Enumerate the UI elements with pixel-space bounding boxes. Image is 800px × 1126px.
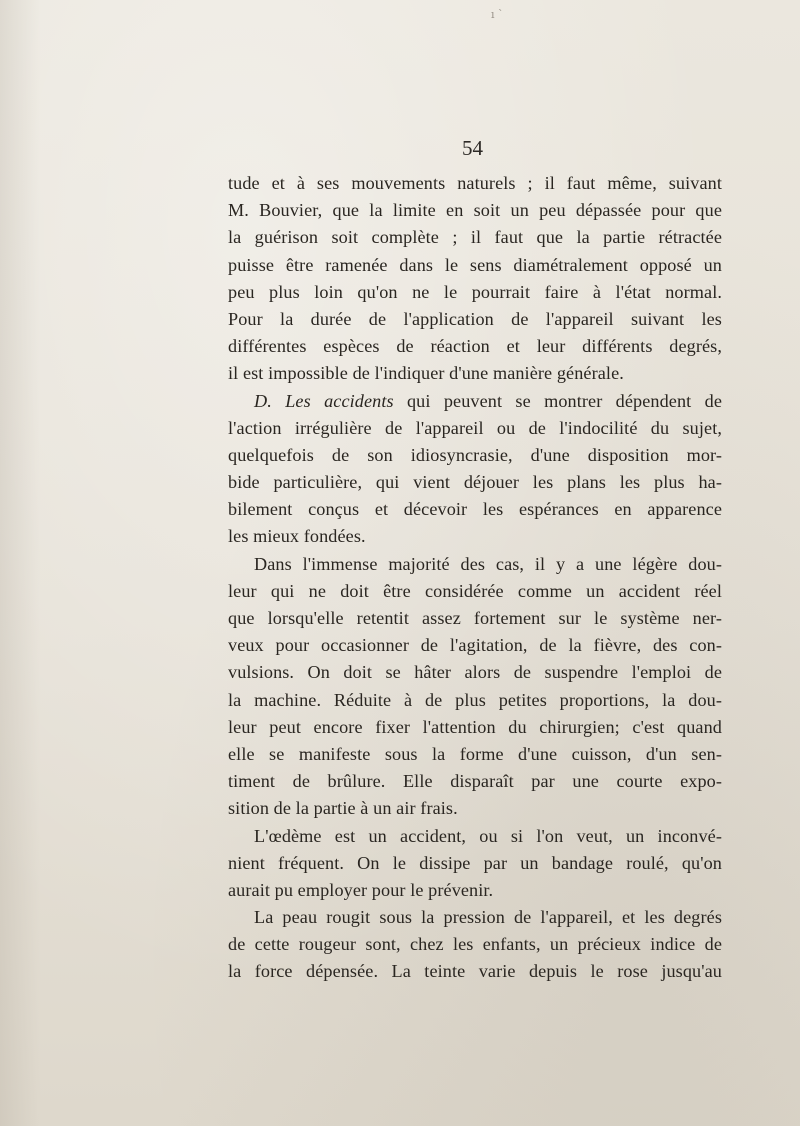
line-text: leur peut encore fixer l'attention du chirurgien; c'est quand [228,716,722,737]
line-text: il est impossible de l'indiquer d'une manière générale. [228,363,624,384]
top-mark: ı ` [491,8,504,21]
text-line [228,252,722,279]
line-text: puisse être ramenée dans le sens diamétralement opposé un [228,254,722,275]
line-text: tude et à ses mouvements naturels ; il faut même, suivant [228,173,722,193]
line-text: la machine. Réduite à de plus petites proportions, la dou- [228,689,722,710]
text-line [228,279,722,306]
text-line [228,795,722,822]
line-text: bide particulière, qui vient déjouer les plans les plus ha- [228,472,722,493]
line-text: Dans l'immense majorité des cas, il y a une légère dou- [254,553,722,574]
line-text: que lorsqu'elle retentit assez fortement sur le système ner- [228,608,722,628]
text-line [228,659,722,686]
line-text: leur qui ne doit être considérée comme un accident réel [228,580,722,601]
line-text: quelquefois de son idiosyncrasie, d'une disposition mor- [228,444,722,465]
line-text: Pour la durée de l'application de l'appareil suivant les [228,308,722,329]
line-text: nient fréquent. On le dissipe par un bandage roulé, qu'on [228,852,722,873]
line-text: sition de la partie à un air frais. [228,798,458,819]
line-text: aurait pu employer pour le prévenir. [228,879,494,900]
text-line [228,496,722,523]
line-text: les mieux fondées. [228,526,366,547]
line-text: de cette rougeur sont, chez les enfants, un précieux indice de [228,934,722,955]
line-text: qui peuvent se montrer dépendent de [393,390,723,411]
text-line [228,632,722,659]
text-line [228,823,722,850]
text-line [228,415,722,442]
line-text: bilement conçus et décevoir les espérances en apparence [228,499,722,520]
page-edge-shadow [0,0,40,1126]
text-line [228,904,722,931]
text-line [228,224,722,251]
body-text [228,170,722,986]
text-line [228,605,722,632]
text-line [228,197,722,224]
text-line [228,714,722,741]
text-line [228,388,722,415]
text-line [228,523,722,550]
text-line [228,850,722,877]
text-line [228,578,722,605]
line-text: M. Bouvier, que la limite en soit un peu dépassée pour que [228,200,722,221]
line-text: vulsions. On doit se hâter alors de suspendre l'emploi de [228,662,722,683]
text-line [228,931,722,958]
line-text: la guérison soit complète ; il faut que la partie rétractée [228,227,722,248]
line-text: timent de brûlure. Elle disparaît par une courte expo- [228,771,722,792]
line-text: peu plus loin qu'on ne le pourrait faire à l'état normal. [228,281,722,302]
text-line [228,687,722,714]
line-text: la force dépensée. La teinte varie depuis le rose jusqu'au [228,961,722,982]
text-line [228,551,722,578]
text-line [228,442,722,469]
line-text: l'action irrégulière de l'appareil ou de l'indocilité du sujet, [228,417,722,438]
line-text: différentes espèces de réaction et leur différents degrés, [228,336,722,357]
italic-heading: D. Les accidents [254,390,394,411]
line-text: veux pour occasionner de l'agitation, de la fièvre, des con- [228,635,722,656]
text-line [228,306,722,333]
text-line [228,877,722,904]
text-line [228,333,722,360]
text-line [228,170,722,197]
line-text: L'œdème est un accident, ou si l'on veut, un inconvé- [254,825,722,846]
text-line [228,741,722,768]
page-number: 54 [462,136,483,160]
text-line [228,958,722,985]
line-text: elle se manifeste sous la forme d'une cuisson, d'un sen- [228,743,722,764]
text-line [228,768,722,795]
text-line [228,360,722,387]
line-text: La peau rougit sous la pression de l'appareil, et les degrés [254,907,722,928]
text-line [228,469,722,496]
